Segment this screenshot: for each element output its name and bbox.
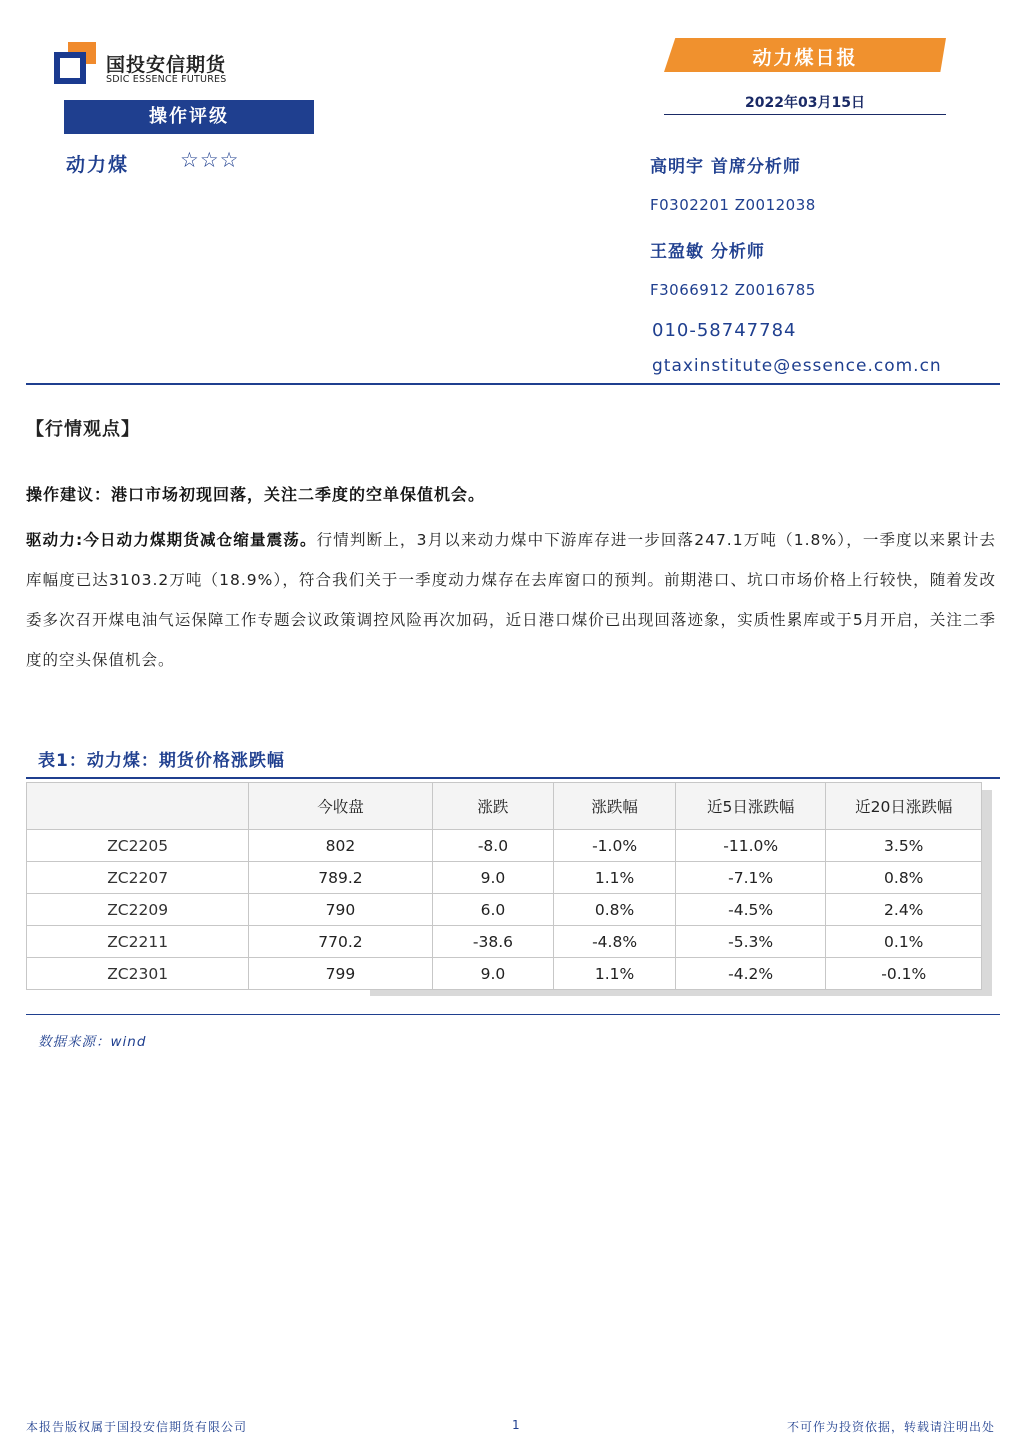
table-row: [27, 894, 982, 926]
footer-copyright: 本报告版权属于国投安信期货有限公司: [26, 1420, 248, 1434]
table-cell: -0.1%: [826, 958, 982, 990]
table-cell: -38.6: [432, 926, 554, 958]
table-cell: 1.1%: [554, 862, 676, 894]
section-title: 【行情观点】: [26, 419, 140, 440]
data-source: 数据来源：wind: [38, 1034, 147, 1050]
column-header: 近5日涨跌幅: [675, 783, 826, 830]
table-cell: 9.0: [432, 958, 554, 990]
logo-en-text: SDIC ESSENCE FUTURES: [106, 74, 227, 85]
table-cell: 9.0: [432, 862, 554, 894]
table-cell: 0.8%: [826, 862, 982, 894]
report-type-badge: [664, 38, 946, 72]
table-row: [27, 958, 982, 990]
column-header: 今收盘: [249, 783, 432, 830]
table-cell: 1.1%: [554, 958, 676, 990]
price-change-table: [26, 782, 982, 990]
contact-phone: 010-58747784: [652, 320, 797, 341]
header-divider: [26, 383, 1000, 385]
date-underline: [664, 114, 946, 115]
table-cell: -4.8%: [554, 926, 676, 958]
table-cell: -1.0%: [554, 830, 676, 862]
table-cell: 6.0: [432, 894, 554, 926]
table-bottom-rule: [26, 1014, 1000, 1015]
table-cell: ZC2207: [27, 862, 249, 894]
analyst-2-ids: F3066912 Z0016785: [650, 281, 816, 299]
column-header: [27, 783, 249, 830]
table-row: [27, 926, 982, 958]
table-cell: 802: [249, 830, 432, 862]
table-cell: -4.5%: [675, 894, 826, 926]
page-number: 1: [512, 1418, 520, 1432]
contact-email[interactable]: gtaxinstitute@essence.com.cn: [652, 356, 942, 376]
analyst-2-name: 王盈敏 分析师: [650, 242, 765, 262]
driver-label: 驱动力:今日动力煤期货减仓缩量震荡。: [26, 531, 317, 549]
table-cell: ZC2205: [27, 830, 249, 862]
column-header: 涨跌幅: [554, 783, 676, 830]
company-logo: [54, 42, 96, 84]
table-cell: -5.3%: [675, 926, 826, 958]
table-cell: ZC2301: [27, 958, 249, 990]
table-cell: 789.2: [249, 862, 432, 894]
table-cell: ZC2211: [27, 926, 249, 958]
table-cell: -8.0: [432, 830, 554, 862]
product-name: 动力煤: [66, 154, 130, 176]
report-date: 2022年03月15日: [745, 95, 865, 111]
table-cell: 3.5%: [826, 830, 982, 862]
table-top-rule: [26, 777, 1000, 779]
table-row: [27, 862, 982, 894]
table-cell: 799: [249, 958, 432, 990]
logo-cn-text: 国投安信期货: [106, 54, 227, 76]
table-title: 表1：动力煤：期货价格涨跌幅: [38, 751, 285, 771]
table-cell: ZC2209: [27, 894, 249, 926]
operation-advice: 操作建议：港口市场初现回落，关注二季度的空单保值机会。: [26, 485, 486, 504]
table-cell: -11.0%: [675, 830, 826, 862]
table-cell: 790: [249, 894, 432, 926]
table-cell: -4.2%: [675, 958, 826, 990]
table-cell: 2.4%: [826, 894, 982, 926]
column-header: 涨跌: [432, 783, 554, 830]
footer-disclaimer: 不可作为投资依据，转载请注明出处: [786, 1420, 995, 1434]
table-cell: 770.2: [249, 926, 432, 958]
column-header: 近20日涨跌幅: [826, 783, 982, 830]
table-cell: -7.1%: [675, 862, 826, 894]
table-cell: 0.1%: [826, 926, 982, 958]
report-type-label: 动力煤日报: [752, 47, 858, 69]
table-header-row: [27, 783, 982, 830]
analyst-1-name: 高明宇 首席分析师: [650, 157, 801, 177]
rating-header: 操作评级: [64, 100, 314, 134]
driver-text: 行情判断上，3月以来动力煤中下游库存进一步回落247.1万吨（1.8%），一季度以来累计去库幅度已达3103.2万吨（18.9%），符合我们关于一季度动力煤存在去库窗口的预判。前期港口、坑口市场价格上行较快，随着发改委多次召开煤电油气运保障工作专题会议政策调控风险再次加码，近日港口煤价已出现回落迹象，实质性累库或于5月开启，关注二季度的空头保值机会。: [26, 531, 996, 669]
analyst-1-ids: F0302201 Z0012038: [650, 196, 816, 214]
driver-paragraph: [26, 520, 996, 680]
table-cell: 0.8%: [554, 894, 676, 926]
table-row: [27, 830, 982, 862]
rating-stars-icon: ☆☆☆: [180, 148, 240, 172]
